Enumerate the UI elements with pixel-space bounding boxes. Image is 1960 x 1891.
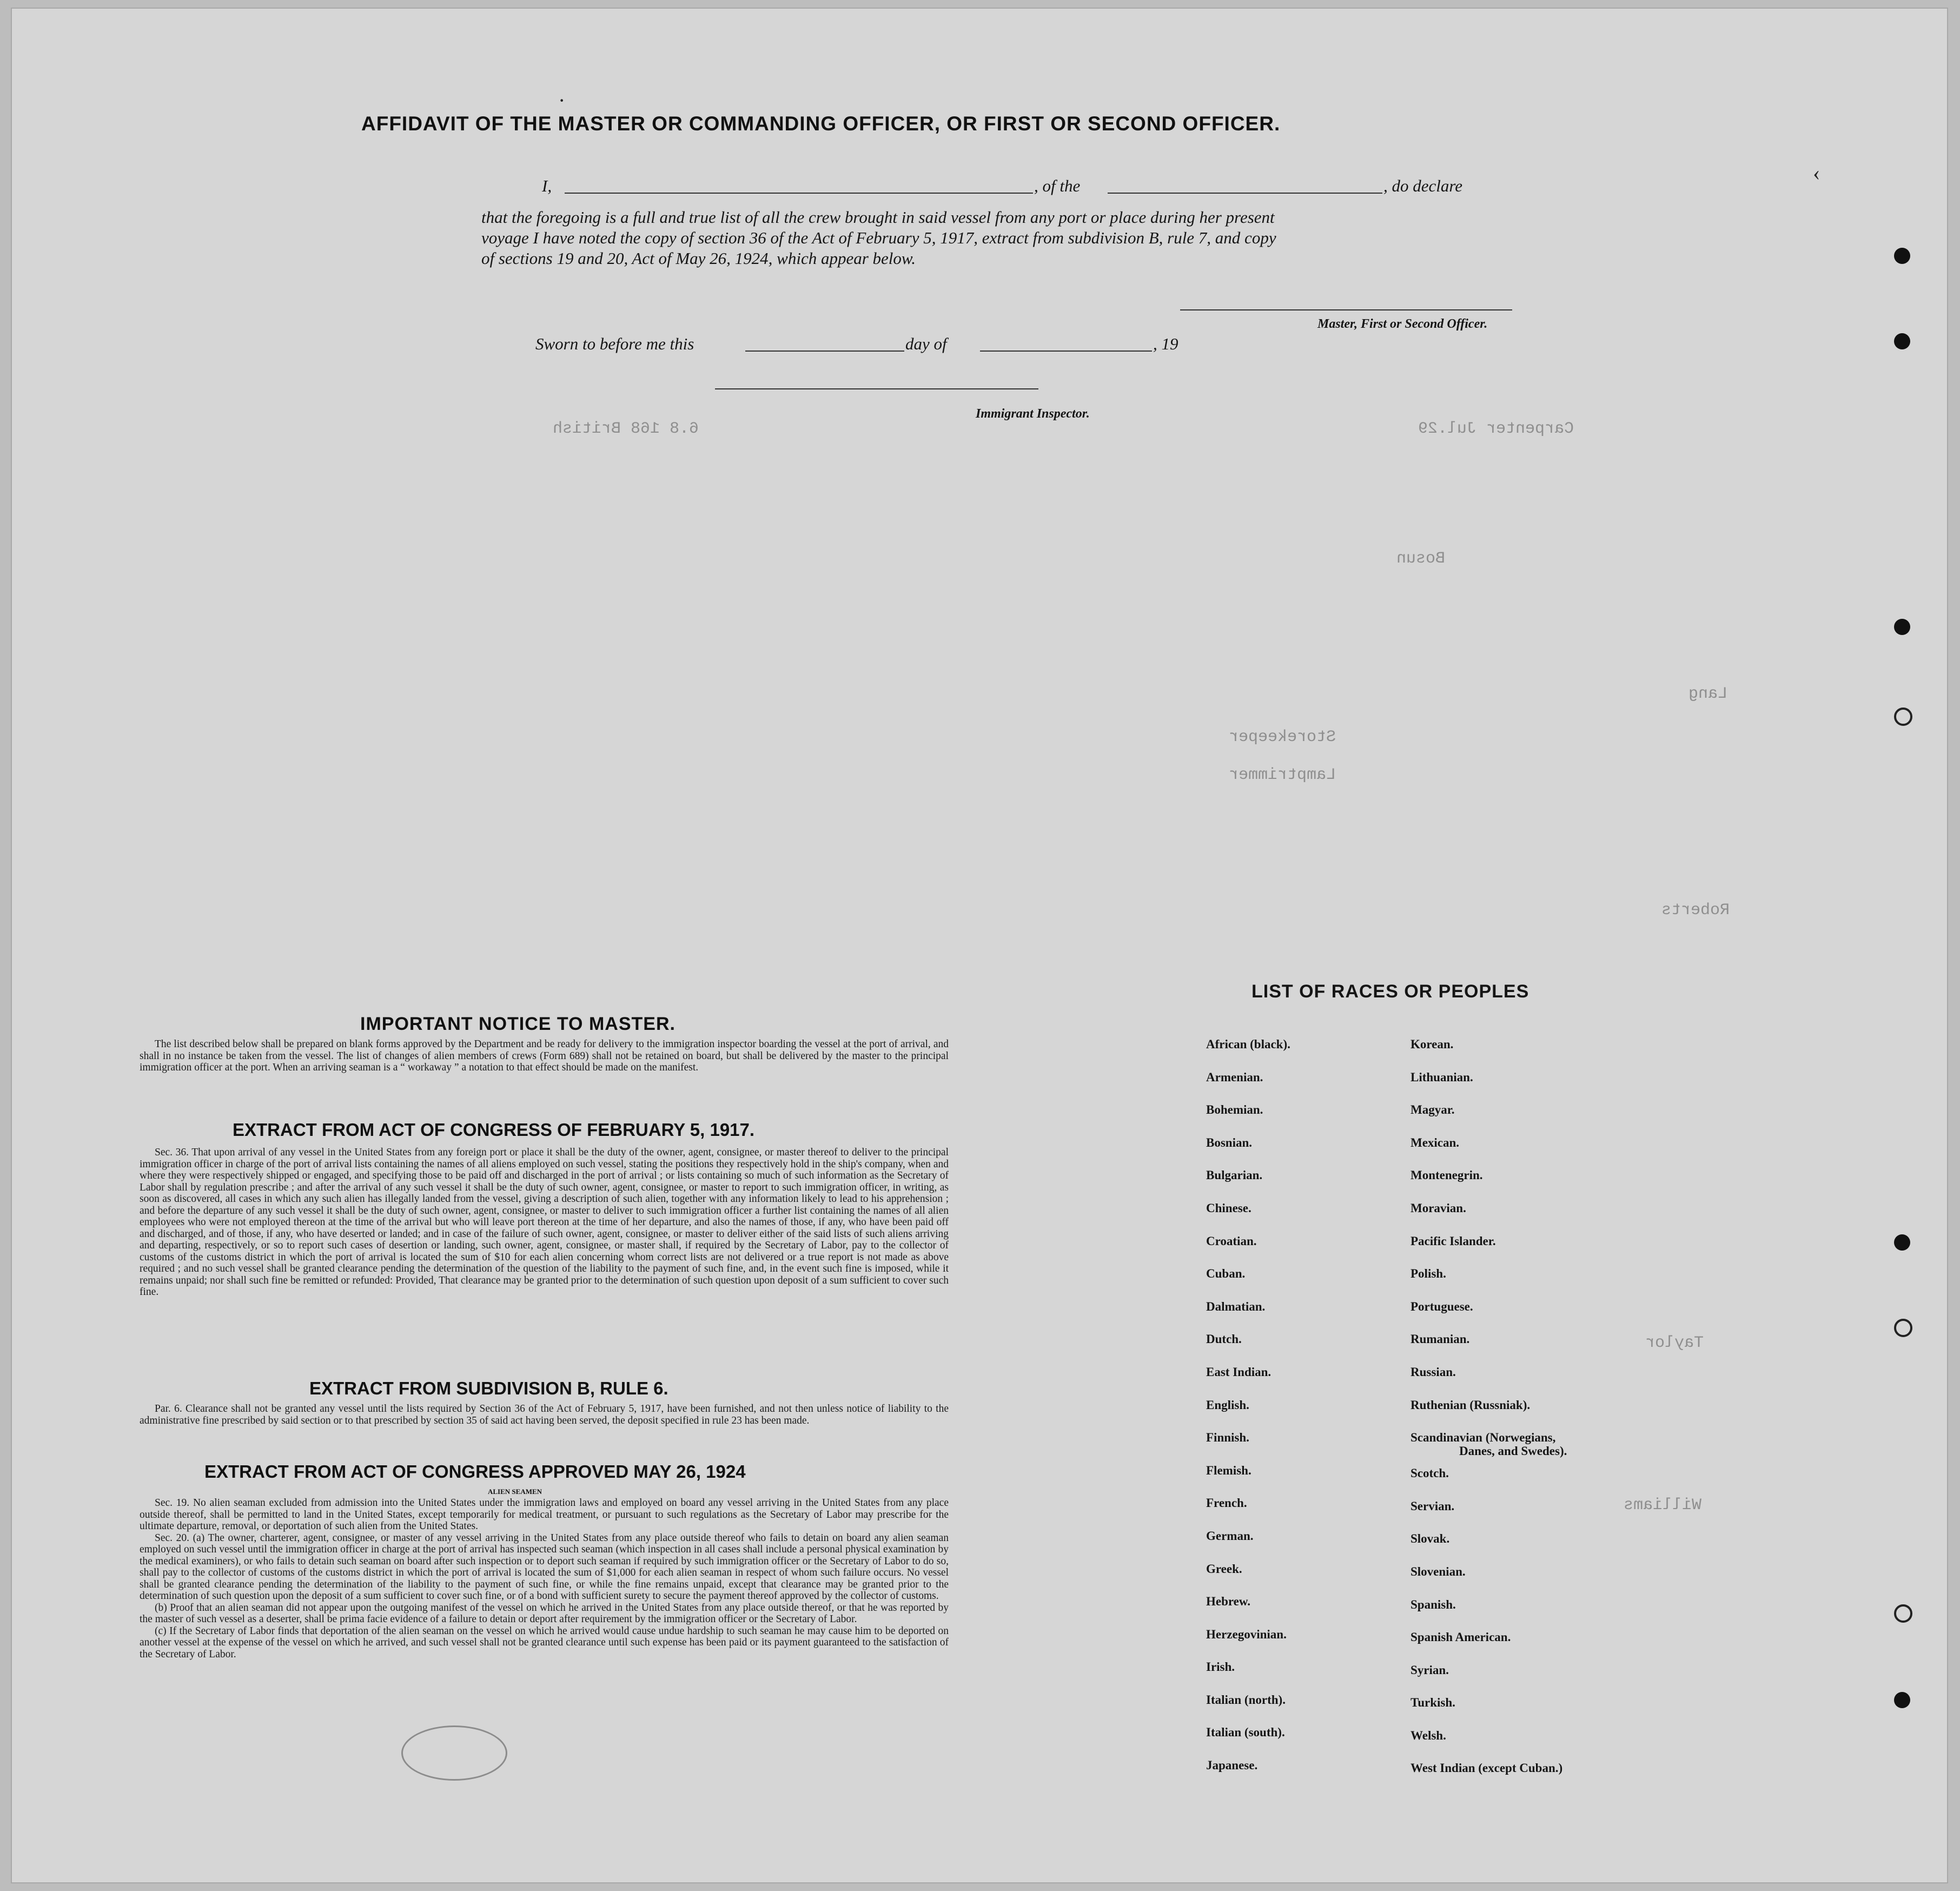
punch-hole [1894, 619, 1910, 635]
inspector-line [715, 388, 1038, 389]
race-item: Syrian. [1411, 1663, 1449, 1677]
race-item: Flemish. [1206, 1463, 1252, 1477]
race-item: Bohemian. [1206, 1103, 1263, 1117]
races-title: LIST OF RACES OR PEOPLES [1252, 981, 1529, 1002]
race-item: West Indian (except Cuban.) [1411, 1761, 1563, 1775]
affidavit-line-4: of sections 19 and 20, Act of May 26, 1924, which appear below. [481, 249, 916, 268]
race-item: Ruthenian (Russniak). [1411, 1398, 1531, 1412]
race-item: Cuban. [1206, 1267, 1246, 1281]
ink-mark: · [558, 88, 566, 113]
race-item: Dutch. [1206, 1332, 1242, 1346]
sworn-month-line [980, 351, 1152, 352]
alien-seamen-subtitle: ALIEN SEAMEN [488, 1487, 542, 1496]
sworn-day-line [745, 351, 904, 352]
notice-title: IMPORTANT NOTICE TO MASTER. [360, 1014, 676, 1034]
affidavit-of-the: , of the [1034, 176, 1081, 195]
race-item: Italian (north). [1206, 1692, 1286, 1707]
race-item: East Indian. [1206, 1365, 1272, 1379]
punch-hole [1894, 708, 1912, 726]
race-item: Slovak. [1411, 1532, 1450, 1546]
punch-hole [1894, 333, 1910, 349]
race-item: Scandinavian (Norwegians, Danes, and Swedes). [1411, 1431, 1567, 1458]
race-item: Hebrew. [1206, 1595, 1250, 1609]
punch-hole [1894, 1692, 1910, 1708]
affidavit-line-3: voyage I have noted the copy of section 36 of the Act of February 5, 1917, extract from subdivision B, rule 7, and copy [481, 228, 1276, 247]
race-item: Polish. [1411, 1267, 1446, 1281]
race-item-continuation: Danes, and Swedes). [1459, 1444, 1567, 1458]
sworn-year: , 19 [1153, 334, 1178, 353]
race-item: Turkish. [1411, 1696, 1455, 1710]
bleed-through-title [304, 98, 319, 135]
sec-20a: Sec. 20. (a) The owner, charterer, agent, consignee, or master of any vessel arriving in the United States from any place outside thereof who fails to detain on board any alien seaman employed on such vessel until the immigration officer in charge at the port of arrival has inspected such seaman (which inspection in all cases shall include a personal physical examination by the medical examiners), or who fails to detain such seaman on board after such inspection or to deport such seaman if required by such immigration officer or the Secretary of Labor to do so, shall pay to the collector of customs of the customs district in which the port of arrival is located the sum of $1,000 for each alien seaman in respect of whom such failure occurs. No vessel shall be granted clearance pending the determination of the liability to the payment of such fine, or while the fine remains unpaid, except that clearance may be granted prior to the determination of such question upon the deposit of a sum sufficient to cover such fine, or of a bond with sufficient surety to secure the payment thereof approved by the collector of customs. [140, 1532, 949, 1602]
race-item: African (black). [1206, 1037, 1290, 1051]
race-item: Korean. [1411, 1037, 1454, 1051]
race-item: Magyar. [1411, 1103, 1455, 1117]
race-item: Moravian. [1411, 1201, 1466, 1215]
race-item: Armenian. [1206, 1070, 1263, 1084]
sworn-text: Sworn to before me this [535, 334, 694, 353]
races-left-column [1206, 1037, 1290, 1791]
race-item: Bulgarian. [1206, 1168, 1263, 1182]
affidavit-title: AFFIDAVIT OF THE MASTER OR COMMANDING OFFICER, OR FIRST OR SECOND OFFICER. [361, 113, 1281, 135]
signature-label: Master, First or Second Officer. [1317, 317, 1488, 331]
affidavit-do-declare: , do declare [1383, 176, 1463, 195]
race-item: Croatian. [1206, 1234, 1257, 1248]
race-item: German. [1206, 1529, 1254, 1543]
race-item: Slovenian. [1411, 1564, 1466, 1578]
race-item: Greek. [1206, 1562, 1242, 1576]
extract-1924-title: EXTRACT FROM ACT OF CONGRESS APPROVED MAY 26, 1924 [204, 1462, 746, 1482]
signature-line [1180, 309, 1512, 310]
race-item: English. [1206, 1398, 1249, 1412]
sec-19: Sec. 19. No alien seaman excluded from admission into the United States under the immigration laws and employed on board any vessel arriving in the United States from any place outside thereof, shall be permitted to land in the United States, except temporarily for medical treatment, or pursuant to such regulations as the Secretary of Labor may prescribe for the ultimate departure, removal, or deportation of such alien from the United States. [140, 1497, 949, 1532]
inspector-label: Immigrant Inspector. [976, 407, 1090, 421]
race-item: Dalmatian. [1206, 1299, 1266, 1313]
punch-hole [1894, 1604, 1912, 1623]
race-item: Herzegovinian. [1206, 1627, 1287, 1641]
notice-text: The list described below shall be prepared on blank forms approved by the Department and be ready for delivery to the immigration inspector boarding the vessel at the port of arrival, and shall in no instance be taken from the vessel. The list of changes of alien members of crews (Form 689) shall not be retained on board, but shall be delivered by the master to the principal immigration officer at the port. When an arriving seaman is a “ workaway ” a notation to that effect should be made on the manifest. [140, 1039, 949, 1073]
affidavit-line-2: that the foregoing is a full and true list of all the crew brought in said vessel from any port or place during her present [481, 208, 1275, 227]
race-item: Welsh. [1411, 1728, 1446, 1742]
extract-1917-title: EXTRACT FROM ACT OF CONGRESS OF FEBRUARY 5, 1917. [233, 1120, 755, 1140]
race-item: Rumanian. [1411, 1332, 1470, 1346]
race-item: Japanese. [1206, 1758, 1258, 1773]
race-item: Italian (south). [1206, 1725, 1285, 1740]
race-item: Portuguese. [1411, 1299, 1473, 1313]
race-item: Russian. [1411, 1365, 1456, 1379]
tick-mark: ‹ [1813, 161, 1820, 185]
affidavit-i: I, [542, 176, 552, 195]
officer-name-line [565, 193, 1033, 194]
extract-1917-text: Sec. 36. That upon arrival of any vessel in the United States from any foreign port or place it shall be the duty of the owner, agent, consignee, or master thereof to deliver to the principal immigration officer in charge of the port of arrival lists containing the names of all aliens employed on such vessel, stating the positions they respectively hold in the ship's company, when and where they were respectively shipped or engaged, and specifying those to be paid off and discharged in the port of arrival ; or lists containing so much of such information as the Secretary of Labor shall by regulation prescribe ; and after the arrival of any such vessel it shall be the duty of such owner, agent, consignee, or master to report to such immigration officer, in writing, as soon as discovered, all cases in which any such alien has illegally landed from the vessel, giving a description of such alien, together with any information likely to lead to his apprehension ; and before the departure of any such vessel it shall be the duty of such owner, agent, consignee, or master to deliver to such immigration officer a further list containing the names of all alien employees who were not employed thereon at the time of the arrival but who will leave port thereon at the time of her departure, and also the names of those, if any, who have been paid off and discharged, and of those, if any, who have deserted or landed; and in case of the failure of such owner, agent, consignee, or master to deliver either of the said lists of such aliens arriving and departing, respectively, or so to report such cases of desertion or landing, such owner, agent, consignee, or master shall, if required by the Secretary of Labor, pay to the collector of customs of the customs district in which the port of arrival is located the sum of $10 for each alien concerning whom correct lists are not delivered or a true report is not made as above required ; and no such vessel shall be granted clearance pending the determination of the question of the liability to the payment of such fine, and, in the event such fine is imposed, while it remains unpaid; nor shall such fine be remitted or refunded: Provided, That clearance may be granted prior to the determination of such question upon deposit of a sum sufficient to cover such fine. [140, 1147, 949, 1298]
document-page: Carpenter Jul.29 6.8 168 British Bosun Storekeeper Lamptrimmer Lang Roberts Taylor Williams AFFIDAVIT OF THE MASTER OR COMMANDING OFFICER, OR FIRST OR SECOND OFFICER. I, , of the , do declare that the foregoing is a full and true list of all the crew brought in said vessel from any port or place during her present voyage I have noted the copy of section 36 of the Act of February 5, 1917, extract from subdivision B, rule 7, and copy of sections 19 and 20, Act of May 26, 1924, which appear below. Master, First or Second Officer. Sworn to before me this day of , 19 Immigrant Inspector. IMPORTANT NOTICE TO MASTER. The list described below shall be prepared on blank forms approved by the Department and be ready for delivery to the immigration inspector boarding the vessel at the port of arrival, and shall in no instance be taken from the vessel. The list of changes of alien members of crews (Form 689) shall not be retained on board, but shall be delivered by the master to the principal immigration officer at the port. When an arriving seaman is a “ workaway ” a notation to that effect should be made on the manifest. EXTRACT FROM ACT OF CONGRESS OF FEBRUARY 5, 1917. Sec. 36. That upon arrival of any vessel in the United States from any foreign port or place it shall be the duty of the owner, agent, consignee, or master thereof to deliver to the principal immigration officer in charge of the port of arrival lists containing the names of all aliens employed on such vessel, stating the positions they respectively hold in the ship's company, when and where they were respectively shipped or engaged, and specifying those to be paid off and discharged in the port of arrival ; or lists containing so much of such information as the Secretary of Labor shall by regulation prescribe ; and after the arrival of any such vessel it shall be the duty of such owner, agent, consignee, or master to report to such immigration officer, in writing, as soon as discovered, all cases in which any such alien has illegally landed from the vessel, giving a description of such alien, together with any information likely to lead to his apprehension ; and before the departure of any such vessel it shall be the duty of such owner, agent, consignee, or master to deliver to such immigration officer a further list containing the names of all alien employees who were not employed thereon at the time of the arrival but who will leave port thereon at the time of her departure, and also the names of those, if any, who have been paid off and discharged, and of those, if any, who have deserted or landed; and in case of the failure of such owner, agent, consignee, or master to deliver either of the said lists of such aliens arriving and departing, respectively, or so to report such cases of desertion or landing, such owner, agent, consignee, or master shall, if required by the Secretary of Labor, pay to the collector of customs of the customs district in which the port of arrival is located the sum of $10 for each alien concerning whom correct lists are not delivered or a true report is not made as above required ; and no such vessel shall be granted clearance pending the determination of the question of the liability to the payment of such fine, and, in the event such fine is imposed, while it remains unpaid; nor shall such fine be remitted or refunded: Provided, That clearance may be granted prior to the determination of such question upon deposit of a sum sufficient to cover such fine. EXTRACT FROM SUBDIVISION B, RULE 6. Par. 6. Clearance shall not be granted any vessel until the lists required by Section 36 of the Act of February 5, 1917, have been furnished, and not then unless notice of liability to the administrative fine prescribed by said section or to that prescribed by section 35 of said act having been served, the deposit specified in rule 23 has been made. EXTRACT FROM ACT OF CONGRESS APPROVED MAY 26, 1924 ALIEN SEAMEN Sec. 19. No alien seaman excluded from admission into the United States under the immigration laws and employed on board any vessel arriving in the United States from any place outside thereof, shall be permitted to land in the United States, except temporarily for medical treatment, or pursuant to such regulations as the Secretary of Labor may prescribe for the ultimate departure, removal, or deportation of such alien from the United States. Sec. 20. (a) The owner, charterer, agent, consignee, or master of any vessel arriving in the United States from any place outside thereof who fails to detain on board any alien seaman employed on such vessel until the immigration officer in charge at the port of arrival has inspected such seaman (which inspection in all cases shall include a personal physical examination by the medical examiners), or who fails to detain such seaman on board after such inspection or to deport such seaman if required by such immigration officer or the Secretary of Labor to do so, shall pay to the collector of customs of the customs district in which the port of arrival is located the sum of $1,000 for each alien seaman in respect of whom such failure occurs. No vessel shall be granted clearance pending the determination of the liability to the payment of such fine, or while the fine remains unpaid, except that clearance may be granted prior to the determination of such question upon the deposit of a sum sufficient to cover such fine, or of a bond with sufficient surety to secure the payment thereof approved by the collector of customs. (b) Proof that an alien seaman did not appear upon the outgoing manifest of the vessel on which he arrived in the United States from any place outside thereof, or that he was reported by the master of such vessel as a deserter, shall be prima facie evidence of a failure to detain or deport after requirement by the immigration officer or the Secretary of Labor. (c) If the Secretary of Labor finds that deportation of the alien seaman on the vessel on which he arrived would cause undue hardship to such seaman he may cause him to be deported on another vessel at the expense of the vessel on which he arrived, and such vessel shall not be granted clearance until such expense has been paid or its payment guaranteed to the satisfaction of the Secretary of Labor. LIST OF RACES OR PEOPLES African (black). Armenian. Bohemian. Bosnian. Bulgarian. Chinese. Croatian. Cuban. Dalmatian. Dutch. East Indian. English. Finnish. Flemish. French. German. Greek. Hebrew. Herzegovinian. Irish. Italian (north). Italian (south). Japanese. Korean. Lithuanian. Magyar. Mexican. Montenegrin. Moravian. Pacific Islander. Polish. Portuguese. Rumanian. Russian. Ruthenian (Russniak). Scandinavian (Norwegians, Danes, and Swedes). Scotch. Servian. Slovak. Slovenian. Spanish. Spanish American. Syrian. Turkish. Welsh. West Indian (except Cuban.) · ‹ [11, 8, 1948, 1883]
races-right-column [1411, 1037, 1567, 1794]
faded-stamp [401, 1725, 507, 1781]
race-item: Mexican. [1411, 1135, 1460, 1149]
punch-hole [1894, 1319, 1912, 1337]
race-item: French. [1206, 1496, 1247, 1510]
sec-20b: (b) Proof that an alien seaman did not appear upon the outgoing manifest of the vessel on which he arrived in the United States from any place outside thereof, or that he was reported by the master of such vessel as a deserter, shall be prima facie evidence of a failure to detain or deport after requirement by the immigration officer or the Secretary of Labor. [140, 1602, 949, 1625]
race-item: Chinese. [1206, 1201, 1252, 1215]
race-item: Lithuanian. [1411, 1070, 1473, 1084]
race-item: Scotch. [1411, 1466, 1449, 1480]
race-item: Montenegrin. [1411, 1168, 1483, 1182]
vessel-name-line [1108, 193, 1382, 194]
sec-20c: (c) If the Secretary of Labor finds that deportation of the alien seaman on the vessel on which he arrived would cause undue hardship to such seaman he may cause him to be deported on another vessel at the expense of the vessel on which he arrived, and such vessel shall not be granted clearance until such expense has been paid or its payment guaranteed to the satisfaction of the Secretary of Labor. [140, 1625, 949, 1660]
race-item: Irish. [1206, 1660, 1235, 1674]
race-item: Spanish. [1411, 1597, 1456, 1611]
subdivision-title: EXTRACT FROM SUBDIVISION B, RULE 6. [309, 1378, 668, 1398]
race-item: Bosnian. [1206, 1135, 1253, 1149]
extract-1924-text [140, 1497, 949, 1660]
sworn-day-of: day of [905, 334, 947, 353]
subdivision-text: Par. 6. Clearance shall not be granted any vessel until the lists required by Section 36 of the Act of February 5, 1917, have been furnished, and not then unless notice of liability to the administrative fine prescribed by said section or to that prescribed by section 35 of said act having been served, the deposit specified in rule 23 has been made. [140, 1403, 949, 1426]
punch-hole [1894, 248, 1910, 264]
race-item: Pacific Islander. [1411, 1234, 1496, 1248]
race-item: Spanish American. [1411, 1630, 1511, 1644]
race-item: Finnish. [1206, 1431, 1249, 1445]
race-item: Servian. [1411, 1499, 1455, 1513]
punch-hole [1894, 1234, 1910, 1251]
